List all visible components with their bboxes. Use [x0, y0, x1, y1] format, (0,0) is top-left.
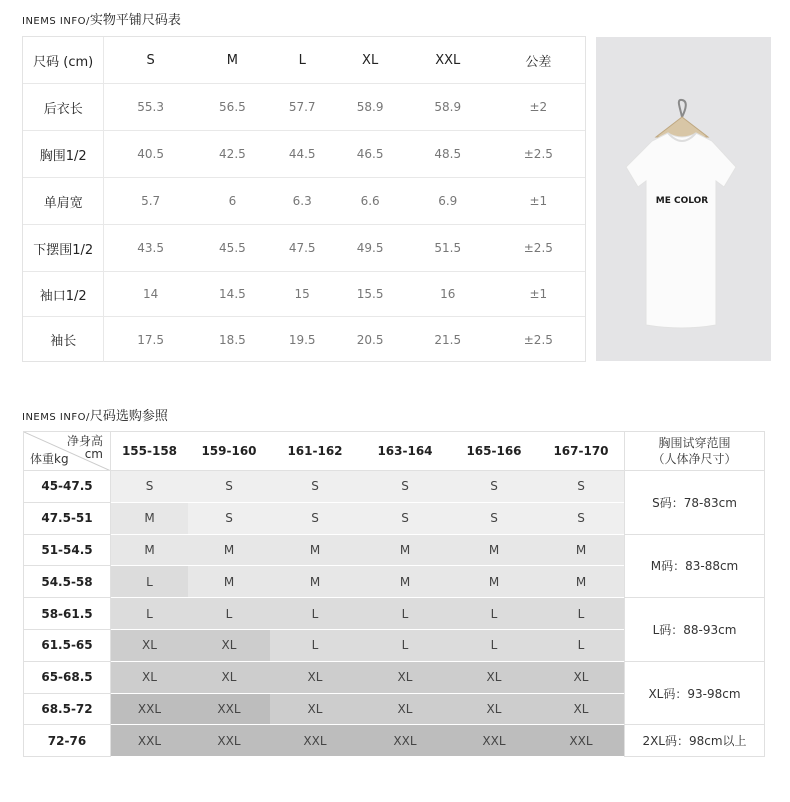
weight-label: 65-68.5 — [24, 662, 111, 694]
table-cell: 40.5 — [137, 147, 164, 161]
table-cell: 55.3 — [137, 100, 164, 114]
size-cell: XXL — [111, 694, 188, 726]
weight-label: 72-76 — [24, 725, 111, 757]
size-cell: XL — [270, 662, 360, 694]
table-cell: 5.7 — [141, 194, 161, 208]
table-cell: 46.5 — [356, 147, 384, 161]
table-cell: 公差 — [525, 54, 552, 70]
table-cell: S — [146, 52, 155, 68]
size-cell: S — [188, 503, 270, 535]
table-cell: 14.5 — [219, 287, 246, 301]
size-cell: L — [360, 598, 450, 630]
size-cell: M — [188, 535, 270, 567]
size-cell: L — [270, 598, 360, 630]
chest-range-cell: XL码：93-98cm — [624, 662, 764, 726]
title-en: INEMS INFO/ — [22, 16, 90, 27]
size-cell: L — [538, 598, 624, 630]
size-cell: XXL — [538, 725, 624, 757]
table-cell: 43.5 — [137, 241, 164, 255]
size-cell: L — [188, 598, 270, 630]
table-cell: 47.5 — [288, 241, 316, 255]
size-cell: M — [450, 535, 538, 567]
shoulder-row — [23, 178, 585, 225]
table-cell: 15.5 — [356, 287, 384, 301]
size-cell: S — [450, 503, 538, 535]
table-cell: ±2.5 — [523, 147, 553, 161]
size-cell: M — [360, 535, 450, 567]
size-cell: XXL — [270, 725, 360, 757]
cuff-row — [23, 272, 585, 317]
size-cell: M — [111, 535, 188, 567]
size-cell: XXL — [111, 725, 188, 757]
title-cn: 实物平铺尺码表 — [89, 13, 181, 28]
table-cell: 48.5 — [434, 147, 462, 161]
table-cell: XXL — [435, 52, 461, 68]
size-cell: XXL — [188, 694, 270, 726]
row-label: 单肩宽 — [23, 178, 104, 224]
size-cell: XXL — [450, 725, 538, 757]
size-cell: XL — [360, 694, 450, 726]
table-cell: 58.9 — [356, 100, 384, 114]
size-cell: XL — [111, 662, 188, 694]
table-cell: ±1 — [529, 287, 548, 301]
table-cell: 42.5 — [219, 147, 246, 161]
sleeve-row — [23, 317, 585, 362]
size-cell: S — [538, 503, 624, 535]
size-cell: S — [111, 471, 188, 503]
size-cell: S — [360, 471, 450, 503]
row-label: 袖长 — [23, 317, 104, 362]
chest-range-header-line1: 胸围试穿范围 — [658, 436, 731, 450]
size-cell: M — [450, 566, 538, 598]
height-header-161-162: 161-162 — [270, 432, 360, 471]
row-label: 尺码 (cm) — [23, 37, 104, 83]
height-header-159-160: 159-160 — [188, 432, 270, 471]
size-cell: S — [538, 471, 624, 503]
table-cell: 58.9 — [434, 100, 462, 114]
table-cell: 20.5 — [356, 332, 384, 347]
table-cell: M — [226, 52, 239, 68]
weight-label: 68.5-72 — [24, 694, 111, 726]
size-cell: S — [360, 503, 450, 535]
size-chart-title — [22, 9, 181, 28]
back-length-row — [23, 84, 585, 131]
size-cell: L — [111, 598, 188, 630]
size-cell: S — [450, 471, 538, 503]
size-cell: L — [111, 566, 188, 598]
size-cell: L — [360, 630, 450, 662]
size-cell: XL — [538, 662, 624, 694]
size-cell: M — [111, 503, 188, 535]
height-header-167-170: 167-170 — [538, 432, 624, 471]
height-header-155-158: 155-158 — [111, 432, 188, 471]
flat-size-table — [22, 36, 586, 362]
size-cell: XL — [538, 694, 624, 726]
size-cell: XL — [360, 662, 450, 694]
size-cell: XL — [270, 694, 360, 726]
size-cell: XL — [450, 662, 538, 694]
table-cell: 19.5 — [288, 332, 316, 347]
table-cell: 57.7 — [288, 100, 316, 114]
table-cell: ±2.5 — [523, 241, 553, 255]
table-cell: ±1 — [529, 194, 548, 208]
table-cell: ±2 — [529, 100, 548, 114]
chest-range-cell: L码：88-93cm — [624, 598, 764, 662]
table-cell: 6.6 — [360, 194, 380, 208]
table-cell: 15 — [294, 287, 310, 301]
chest-range-header — [624, 432, 764, 471]
table-cell: 21.5 — [434, 332, 462, 347]
size-cell: XL — [188, 662, 270, 694]
size-selection-table — [23, 431, 765, 757]
header-row — [23, 37, 585, 84]
size-cell: L — [270, 630, 360, 662]
table-cell: 56.5 — [219, 100, 246, 114]
size-cell: XXL — [188, 725, 270, 757]
product-photo — [596, 37, 771, 361]
height-axis-label: 净身高 cm — [66, 434, 103, 461]
size-cell: L — [450, 630, 538, 662]
row-label: 胸围1/2 — [23, 131, 104, 177]
chest-range-header-line2: （人体净尺寸） — [652, 452, 737, 466]
table-cell: 49.5 — [356, 241, 384, 255]
table-cell: L — [298, 52, 306, 68]
weight-label: 45-47.5 — [24, 471, 111, 503]
row-label: 后衣长 — [23, 84, 104, 130]
weight-label: 47.5-51 — [24, 503, 111, 535]
table-cell: 14 — [142, 287, 159, 301]
table-cell: 6.3 — [292, 194, 312, 208]
chest-range-cell: M码：83-88cm — [624, 535, 764, 599]
hem-row — [23, 225, 585, 272]
size-cell: S — [188, 471, 270, 503]
height-header-165-166: 165-166 — [450, 432, 538, 471]
title-en: INEMS INFO/ — [22, 412, 90, 423]
table-cell: 6.9 — [438, 194, 458, 208]
row-label: 袖口1/2 — [23, 272, 104, 316]
weight-label: 61.5-65 — [24, 630, 111, 662]
size-cell: XL — [111, 630, 188, 662]
size-cell: M — [538, 535, 624, 567]
row-label: 下摆围1/2 — [23, 225, 104, 271]
table-cell: ±2.5 — [523, 332, 553, 347]
size-cell: M — [188, 566, 270, 598]
weight-label: 54.5-58 — [24, 566, 111, 598]
table-cell: XL — [362, 52, 379, 68]
table-cell: 51.5 — [434, 241, 462, 255]
size-cell: M — [538, 566, 624, 598]
size-cell: M — [360, 566, 450, 598]
weight-axis-label: 体重kg — [30, 452, 69, 466]
title-cn: 尺码选购参照 — [89, 409, 168, 424]
size-cell: XL — [188, 630, 270, 662]
chest-row — [23, 131, 585, 178]
shirt-print-text: ME COLOR — [655, 196, 709, 206]
table-cell: 17.5 — [137, 332, 164, 347]
size-cell: S — [270, 471, 360, 503]
size-cell: L — [538, 630, 624, 662]
weight-label: 58-61.5 — [24, 598, 111, 630]
table-cell: 18.5 — [219, 332, 246, 347]
table-corner-header — [24, 432, 111, 471]
size-cell: M — [270, 566, 360, 598]
table-cell: 45.5 — [219, 241, 246, 255]
chest-range-cell: 2XL码：98cm以上 — [624, 725, 764, 757]
size-guide-title — [22, 405, 168, 424]
table-cell: 16 — [440, 287, 456, 301]
height-header-163-164: 163-164 — [360, 432, 450, 471]
size-cell: S — [270, 503, 360, 535]
chest-range-cell: S码：78-83cm — [624, 471, 764, 535]
tshirt-on-hanger-image — [596, 37, 771, 361]
table-cell: 6 — [228, 194, 237, 208]
size-cell: M — [270, 535, 360, 567]
table-cell: 44.5 — [288, 147, 316, 161]
size-cell: XXL — [360, 725, 450, 757]
size-cell: XL — [450, 694, 538, 726]
size-cell: L — [450, 598, 538, 630]
weight-label: 51-54.5 — [24, 535, 111, 567]
